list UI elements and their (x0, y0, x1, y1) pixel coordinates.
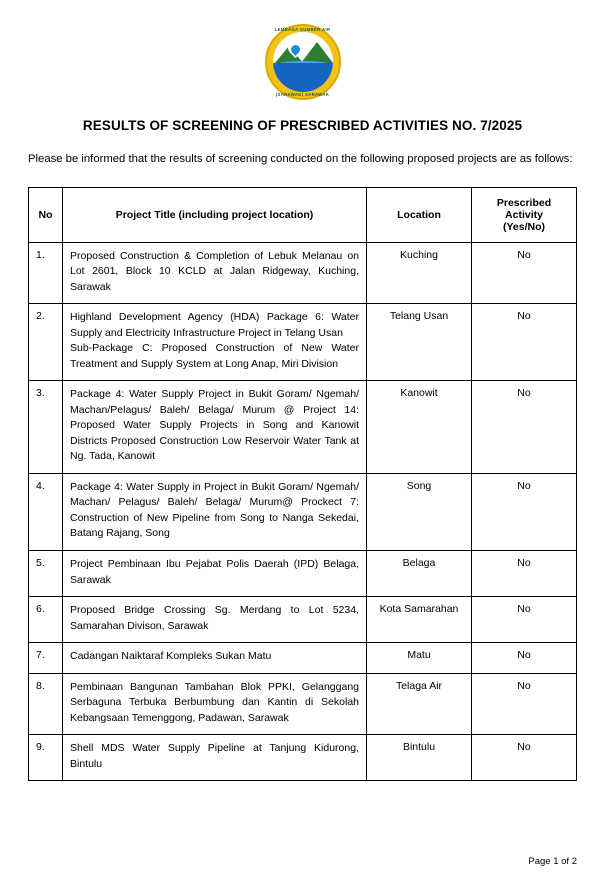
row-prescribed-activity: No (472, 381, 577, 474)
logo-container (28, 24, 577, 100)
agency-logo-icon (265, 24, 341, 100)
row-no: 9. (29, 735, 63, 781)
row-prescribed-activity: No (472, 242, 577, 304)
row-prescribed-activity: No (472, 473, 577, 550)
row-no: 5. (29, 551, 63, 597)
prescribed-line-3: (Yes/No) (502, 220, 545, 233)
row-location: Kuching (367, 242, 472, 304)
table-row (29, 473, 577, 550)
row-prescribed-activity: No (472, 673, 577, 735)
row-prescribed-activity: No (472, 597, 577, 643)
column-header-no: No (29, 187, 63, 242)
logo-water (273, 63, 333, 92)
row-location: Kota Samarahan (367, 597, 472, 643)
intro-paragraph: Please be informed that the results of screening conducted on the following proposed projects are as follows: (28, 153, 573, 165)
table-row (29, 735, 577, 781)
row-prescribed-activity: No (472, 304, 577, 381)
row-no: 6. (29, 597, 63, 643)
row-project-title: Cadangan Naiktaraf Kompleks Sukan Matu (63, 643, 367, 674)
row-prescribed-activity: No (472, 735, 577, 781)
row-location: Telang Usan (367, 304, 472, 381)
row-project-title (63, 304, 367, 381)
row-project-title: Shell MDS Water Supply Pipeline at Tanjung Kidurong, Bintulu (63, 735, 367, 781)
row-prescribed-activity: No (472, 643, 577, 674)
row-project-title-part1: Highland Development Agency (HDA) Package 6: Water Supply and Electricity Infrastructure Project in Telang Usan (70, 311, 359, 339)
row-project-title: Proposed Construction & Completion of Lebuk Melanau on Lot 2601, Block 10 KCLD at Jalan Ridgeway, Kuching, Sarawak (63, 242, 367, 304)
table-row (29, 597, 577, 643)
row-location: Bintulu (367, 735, 472, 781)
row-prescribed-activity: No (472, 551, 577, 597)
column-header-project-title: Project Title (including project location) (63, 187, 367, 242)
row-location: Kanowit (367, 381, 472, 474)
table-row (29, 551, 577, 597)
row-no: 7. (29, 643, 63, 674)
logo-text-top: LEMBAGA SUMBER AIR (274, 27, 331, 32)
row-project-title: Proposed Bridge Crossing Sg. Merdang to Lot 5234, Samarahan Divison, Sarawak (63, 597, 367, 643)
table-row (29, 304, 577, 381)
row-location: Matu (367, 643, 472, 674)
table-header-row (29, 187, 577, 242)
row-location: Belaga (367, 551, 472, 597)
row-location: Telaga Air (367, 673, 472, 735)
row-location: Song (367, 473, 472, 550)
table-row (29, 643, 577, 674)
table-row (29, 242, 577, 304)
row-project-title: Package 4: Water Supply Project in Bukit Goram/ Ngemah/ Machan/Pelagus/ Baleh/ Belaga/ Murum @ Project 14: Proposed Water Supply Projects in Song and Kanowit Districts Proposed Construction Low Reservoir Water Tank at Ng. Tada, Kanowit (63, 381, 367, 474)
logo-text-bottom: (SARAWAK) SARAWAK (275, 92, 330, 97)
logo-hill-right (301, 42, 333, 63)
column-header-location: Location (367, 187, 472, 242)
prescribed-line-2: Activity (505, 208, 543, 221)
prescribed-line-1: Prescribed (496, 196, 552, 209)
row-no: 8. (29, 673, 63, 735)
page-title: RESULTS OF SCREENING OF PRESCRIBED ACTIVITIES NO. 7/2025 (82, 118, 523, 133)
row-no: 3. (29, 381, 63, 474)
screening-results-table (28, 187, 577, 782)
page-footer: Page 1 of 2 (528, 856, 577, 867)
table-row (29, 381, 577, 474)
row-no: 4. (29, 473, 63, 550)
row-project-title: Pembinaan Bangunan Tambahan Blok PPKI, Gelanggang Serbaguna Terbuka Berbumbung dan Kantin di Sekolah Kebangsaan Temenggong, Padawan, Sarawak (63, 673, 367, 735)
row-project-title: Project Pembinaan Ibu Pejabat Polis Daerah (IPD) Belaga, Sarawak (63, 551, 367, 597)
row-project-title: Package 4: Water Supply in Project in Bukit Goram/ Ngemah/ Machan/ Pelagus/ Baleh/ Belaga/ Murum@ Prockect 7: Construction of New Pipeline from Song to Nanga Sekedai, Batang Rajang, Song (63, 473, 367, 550)
logo-inner (273, 32, 333, 92)
table-row (29, 673, 577, 735)
column-header-prescribed-activity (472, 187, 577, 242)
row-no: 1. (29, 242, 63, 304)
row-project-title-part2: Sub-Package C: Proposed Construction of New Water Treatment and Supply System at Long Anap, Miri Division (70, 342, 359, 370)
row-no: 2. (29, 304, 63, 381)
